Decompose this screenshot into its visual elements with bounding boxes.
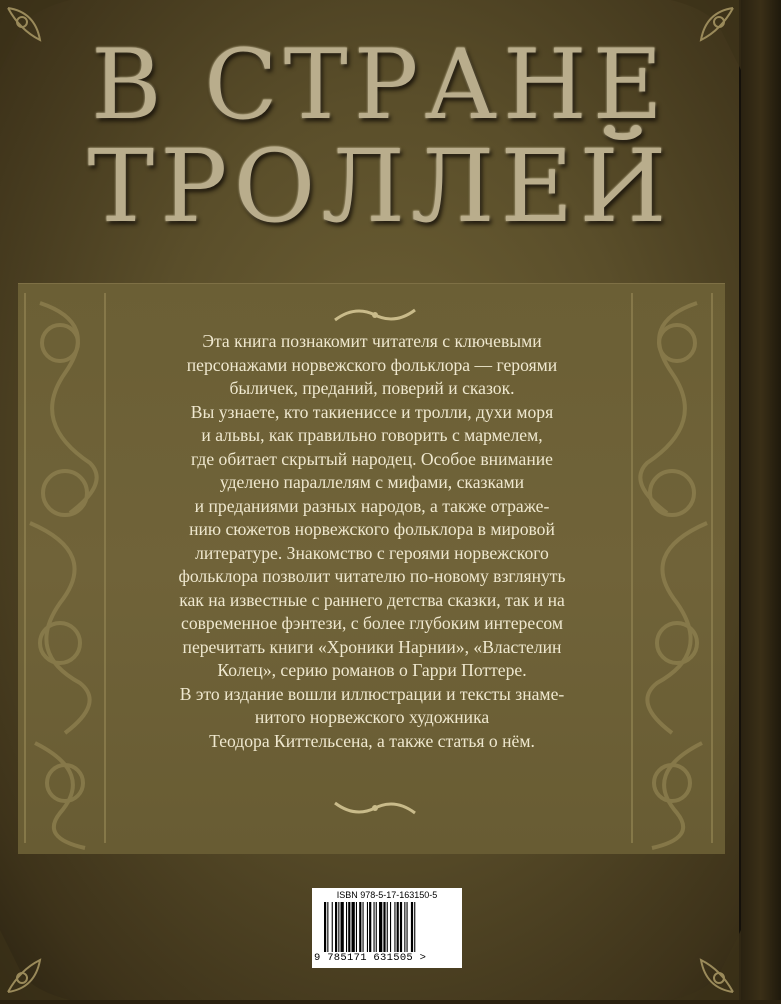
annotation-line: Эта книга познакомит читателя с ключевыми xyxy=(202,331,542,351)
annotation-line: где обитает скрытый народец. Особое внимание xyxy=(191,448,553,469)
annotation-line: литературе. Знакомство с героями норвежского xyxy=(195,542,549,563)
annotation-line: фольклора позволит читателю по-новому взглянуть xyxy=(178,566,566,586)
cover-title-line-1: В СТРАНЕ xyxy=(91,29,669,141)
isbn-barcode xyxy=(312,888,462,968)
annotation-line: современное фэнтези, с более глубоким интересом xyxy=(181,613,563,633)
annotation-line: уделено параллелям с мифами, сказками xyxy=(219,472,525,492)
annotation-line: нию сюжетов норвежского фольклора в мировой xyxy=(189,519,555,539)
spine-edge xyxy=(739,0,781,1000)
annotation-line: перечитать книги «Хроники Нарнии», «Властелин xyxy=(182,636,562,657)
corner-ornament-icon xyxy=(671,930,741,1000)
flourish-divider-icon xyxy=(330,793,420,823)
annotation-text xyxy=(130,330,614,753)
annotation-line: Вы узнаете, кто такиениссе и тролли, духи моря xyxy=(190,401,554,422)
annotation-line: В это издание вошли иллюстрации и тексты знаме- xyxy=(179,683,565,704)
celtic-knot-border-icon xyxy=(10,283,120,853)
isbn-label: ISBN 978-5-17-163150-5 xyxy=(336,890,438,900)
barcode-bars-icon xyxy=(324,902,452,952)
annotation-line: нитого норвежского художника xyxy=(254,707,490,727)
annotation-line: Теодора Киттельсена, а также статья о нём. xyxy=(209,730,535,751)
annotation-line: и преданиями разных народов, а также отраже- xyxy=(194,495,550,516)
corner-ornament-icon xyxy=(0,930,70,1000)
flourish-divider-icon xyxy=(330,300,420,330)
annotation-line: и альвы, как правильно говорить с мармелем, xyxy=(201,425,543,445)
cover-title-line-2: ТРОЛЛЕЙ xyxy=(87,128,673,245)
barcode-digits: 9 785171 631505 > xyxy=(314,952,427,964)
celtic-knot-border-icon xyxy=(617,283,727,853)
annotation-line: персонажами норвежского фольклора — героями xyxy=(186,354,558,375)
annotation-line: быличек, преданий, поверий и сказок. xyxy=(229,378,515,398)
annotation-line: Колец», серию романов о Гарри Поттере. xyxy=(217,660,527,680)
annotation-line: как на известные с раннего детства сказки, так и на xyxy=(179,589,565,610)
